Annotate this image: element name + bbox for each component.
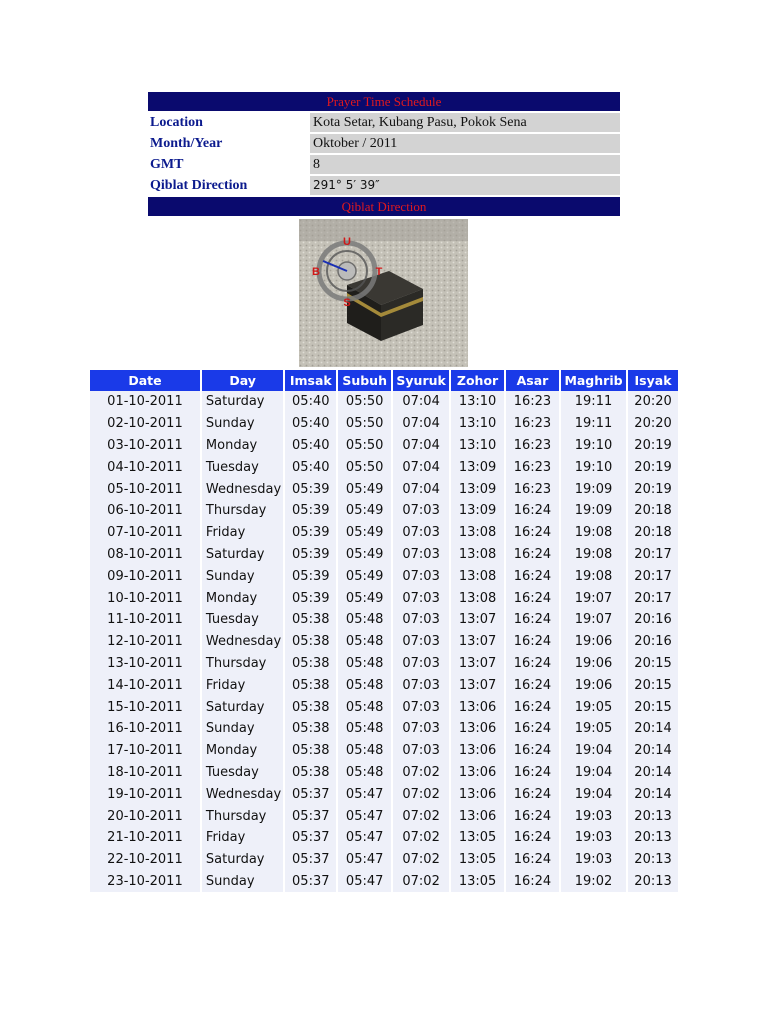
cell-imsak: 05:38 (285, 718, 336, 740)
cell-isyak: 20:20 (628, 413, 678, 435)
cell-day: Friday (202, 674, 283, 696)
cell-syuruk: 07:03 (393, 740, 449, 762)
cell-date: 18-10-2011 (90, 762, 200, 784)
table-row (90, 565, 678, 587)
cell-syuruk: 07:03 (393, 522, 449, 544)
gmt-row (148, 155, 620, 174)
table-row (90, 827, 678, 849)
cell-zohor: 13:05 (451, 827, 504, 849)
cell-subuh: 05:50 (338, 435, 391, 457)
cell-date: 16-10-2011 (90, 718, 200, 740)
table-row (90, 544, 678, 566)
cell-day: Sunday (202, 718, 283, 740)
month-row (148, 134, 620, 153)
cell-subuh: 05:48 (338, 718, 391, 740)
cell-maghrib: 19:11 (561, 413, 626, 435)
cell-asar: 16:23 (506, 456, 559, 478)
cell-subuh: 05:49 (338, 587, 391, 609)
cell-isyak: 20:14 (628, 718, 678, 740)
cell-day: Thursday (202, 653, 283, 675)
table-row (90, 696, 678, 718)
cell-zohor: 13:09 (451, 478, 504, 500)
cell-zohor: 13:10 (451, 435, 504, 457)
month-label: Month/Year (148, 134, 308, 153)
table-row (90, 740, 678, 762)
cell-asar: 16:24 (506, 740, 559, 762)
table-row (90, 718, 678, 740)
cell-isyak: 20:17 (628, 565, 678, 587)
cell-imsak: 05:39 (285, 587, 336, 609)
cell-isyak: 20:19 (628, 478, 678, 500)
compass-north-label: U (343, 236, 351, 248)
cell-syuruk: 07:04 (393, 478, 449, 500)
cell-syuruk: 07:03 (393, 565, 449, 587)
cell-maghrib: 19:11 (561, 391, 626, 413)
location-value: Kota Setar, Kubang Pasu, Pokok Sena (310, 113, 620, 132)
gmt-label: GMT (148, 155, 308, 174)
header-syuruk: Syuruk (393, 370, 449, 391)
cell-isyak: 20:15 (628, 674, 678, 696)
cell-date: 11-10-2011 (90, 609, 200, 631)
cell-isyak: 20:14 (628, 783, 678, 805)
cell-maghrib: 19:04 (561, 762, 626, 784)
cell-syuruk: 07:02 (393, 827, 449, 849)
cell-syuruk: 07:04 (393, 391, 449, 413)
cell-asar: 16:24 (506, 500, 559, 522)
table-row (90, 435, 678, 457)
cell-subuh: 05:49 (338, 544, 391, 566)
header-zohor: Zohor (451, 370, 504, 391)
cell-date: 20-10-2011 (90, 805, 200, 827)
cell-asar: 16:24 (506, 544, 559, 566)
cell-isyak: 20:13 (628, 805, 678, 827)
cell-zohor: 13:05 (451, 849, 504, 871)
cell-date: 07-10-2011 (90, 522, 200, 544)
location-row (148, 113, 620, 132)
cell-imsak: 05:38 (285, 674, 336, 696)
cell-imsak: 05:40 (285, 456, 336, 478)
cell-date: 22-10-2011 (90, 849, 200, 871)
cell-subuh: 05:49 (338, 500, 391, 522)
table-row (90, 413, 678, 435)
cell-subuh: 05:49 (338, 522, 391, 544)
cell-isyak: 20:18 (628, 500, 678, 522)
cell-maghrib: 19:03 (561, 827, 626, 849)
cell-isyak: 20:13 (628, 871, 678, 893)
cell-syuruk: 07:03 (393, 674, 449, 696)
cell-date: 13-10-2011 (90, 653, 200, 675)
cell-maghrib: 19:06 (561, 674, 626, 696)
cell-zohor: 13:06 (451, 718, 504, 740)
cell-subuh: 05:47 (338, 827, 391, 849)
cell-asar: 16:24 (506, 587, 559, 609)
cell-subuh: 05:48 (338, 696, 391, 718)
cell-asar: 16:24 (506, 653, 559, 675)
cell-zohor: 13:07 (451, 609, 504, 631)
cell-asar: 16:24 (506, 827, 559, 849)
qiblat-compass-image (299, 219, 468, 367)
cell-day: Friday (202, 827, 283, 849)
cell-zohor: 13:09 (451, 456, 504, 478)
table-row (90, 609, 678, 631)
cell-isyak: 20:13 (628, 849, 678, 871)
cell-isyak: 20:14 (628, 740, 678, 762)
prayer-times-table (88, 370, 680, 892)
cell-subuh: 05:50 (338, 456, 391, 478)
cell-day: Monday (202, 587, 283, 609)
cell-maghrib: 19:05 (561, 696, 626, 718)
cell-zohor: 13:06 (451, 762, 504, 784)
cell-maghrib: 19:02 (561, 871, 626, 893)
cell-asar: 16:24 (506, 718, 559, 740)
cell-syuruk: 07:03 (393, 587, 449, 609)
prayer-times-body (90, 391, 678, 892)
cell-maghrib: 19:04 (561, 783, 626, 805)
gmt-value: 8 (310, 155, 620, 174)
table-row (90, 500, 678, 522)
cell-imsak: 05:39 (285, 565, 336, 587)
cell-isyak: 20:18 (628, 522, 678, 544)
cell-zohor: 13:07 (451, 653, 504, 675)
header-subuh: Subuh (338, 370, 391, 391)
cell-day: Tuesday (202, 609, 283, 631)
cell-date: 03-10-2011 (90, 435, 200, 457)
cell-maghrib: 19:03 (561, 849, 626, 871)
cell-asar: 16:24 (506, 631, 559, 653)
cell-date: 21-10-2011 (90, 827, 200, 849)
cell-day: Sunday (202, 413, 283, 435)
cell-date: 12-10-2011 (90, 631, 200, 653)
table-row (90, 522, 678, 544)
cell-syuruk: 07:03 (393, 653, 449, 675)
table-row (90, 674, 678, 696)
cell-date: 10-10-2011 (90, 587, 200, 609)
header-isyak: Isyak (628, 370, 678, 391)
cell-date: 09-10-2011 (90, 565, 200, 587)
schedule-title: Prayer Time Schedule (148, 92, 620, 111)
cell-imsak: 05:38 (285, 631, 336, 653)
cell-imsak: 05:38 (285, 653, 336, 675)
table-row (90, 805, 678, 827)
cell-zohor: 13:06 (451, 740, 504, 762)
cell-date: 14-10-2011 (90, 674, 200, 696)
cell-imsak: 05:37 (285, 805, 336, 827)
cell-day: Tuesday (202, 762, 283, 784)
cell-day: Sunday (202, 565, 283, 587)
header-asar: Asar (506, 370, 559, 391)
cell-isyak: 20:13 (628, 827, 678, 849)
cell-day: Tuesday (202, 456, 283, 478)
cell-maghrib: 19:08 (561, 522, 626, 544)
cell-subuh: 05:48 (338, 762, 391, 784)
cell-subuh: 05:48 (338, 740, 391, 762)
cell-zohor: 13:10 (451, 391, 504, 413)
table-row (90, 783, 678, 805)
cell-maghrib: 19:09 (561, 478, 626, 500)
cell-date: 17-10-2011 (90, 740, 200, 762)
cell-isyak: 20:17 (628, 587, 678, 609)
info-panel (148, 92, 620, 216)
cell-asar: 16:24 (506, 783, 559, 805)
cell-day: Wednesday (202, 478, 283, 500)
cell-syuruk: 07:03 (393, 500, 449, 522)
cell-syuruk: 07:03 (393, 609, 449, 631)
cell-day: Saturday (202, 391, 283, 413)
cell-date: 19-10-2011 (90, 783, 200, 805)
cell-subuh: 05:48 (338, 653, 391, 675)
cell-zohor: 13:07 (451, 674, 504, 696)
cell-imsak: 05:40 (285, 413, 336, 435)
cell-maghrib: 19:07 (561, 609, 626, 631)
location-label: Location (148, 113, 308, 132)
cell-date: 06-10-2011 (90, 500, 200, 522)
cell-zohor: 13:05 (451, 871, 504, 893)
table-row (90, 653, 678, 675)
cell-asar: 16:23 (506, 435, 559, 457)
cell-imsak: 05:40 (285, 391, 336, 413)
cell-date: 08-10-2011 (90, 544, 200, 566)
table-row (90, 631, 678, 653)
cell-maghrib: 19:06 (561, 631, 626, 653)
cell-day: Wednesday (202, 783, 283, 805)
qiblat-value: 291° 5′ 39″ (310, 176, 620, 195)
cell-syuruk: 07:03 (393, 696, 449, 718)
cell-zohor: 13:08 (451, 544, 504, 566)
cell-subuh: 05:48 (338, 674, 391, 696)
cell-syuruk: 07:02 (393, 783, 449, 805)
cell-maghrib: 19:07 (561, 587, 626, 609)
month-value: Oktober / 2011 (310, 134, 620, 153)
cell-zohor: 13:08 (451, 522, 504, 544)
table-row (90, 478, 678, 500)
cell-maghrib: 19:09 (561, 500, 626, 522)
cell-imsak: 05:37 (285, 871, 336, 893)
cell-day: Saturday (202, 696, 283, 718)
cell-date: 04-10-2011 (90, 456, 200, 478)
compass-south-label: S (343, 297, 351, 309)
cell-zohor: 13:10 (451, 413, 504, 435)
cell-syuruk: 07:02 (393, 849, 449, 871)
cell-imsak: 05:37 (285, 849, 336, 871)
cell-isyak: 20:19 (628, 456, 678, 478)
cell-subuh: 05:48 (338, 631, 391, 653)
cell-asar: 16:23 (506, 391, 559, 413)
cell-isyak: 20:15 (628, 696, 678, 718)
cell-asar: 16:24 (506, 805, 559, 827)
cell-day: Monday (202, 435, 283, 457)
cell-zohor: 13:08 (451, 565, 504, 587)
cell-day: Saturday (202, 849, 283, 871)
cell-subuh: 05:47 (338, 849, 391, 871)
cell-asar: 16:23 (506, 478, 559, 500)
cell-maghrib: 19:04 (561, 740, 626, 762)
cell-imsak: 05:40 (285, 435, 336, 457)
cell-imsak: 05:39 (285, 500, 336, 522)
cell-subuh: 05:48 (338, 609, 391, 631)
compass-west-label: B (312, 266, 320, 278)
cell-day: Sunday (202, 871, 283, 893)
cell-day: Thursday (202, 500, 283, 522)
cell-asar: 16:24 (506, 849, 559, 871)
cell-zohor: 13:08 (451, 587, 504, 609)
cell-day: Saturday (202, 544, 283, 566)
cell-maghrib: 19:10 (561, 456, 626, 478)
cell-zohor: 13:06 (451, 696, 504, 718)
cell-isyak: 20:19 (628, 435, 678, 457)
cell-imsak: 05:38 (285, 740, 336, 762)
cell-syuruk: 07:03 (393, 544, 449, 566)
table-header-row (90, 370, 678, 391)
table-row (90, 762, 678, 784)
cell-zohor: 13:06 (451, 783, 504, 805)
cell-syuruk: 07:03 (393, 631, 449, 653)
table-row (90, 849, 678, 871)
cell-syuruk: 07:02 (393, 805, 449, 827)
header-maghrib: Maghrib (561, 370, 626, 391)
cell-date: 15-10-2011 (90, 696, 200, 718)
cell-imsak: 05:38 (285, 696, 336, 718)
cell-subuh: 05:47 (338, 783, 391, 805)
table-row (90, 871, 678, 893)
cell-subuh: 05:49 (338, 565, 391, 587)
cell-imsak: 05:39 (285, 544, 336, 566)
qiblat-row (148, 176, 620, 195)
header-date: Date (90, 370, 200, 391)
cell-subuh: 05:47 (338, 871, 391, 893)
cell-imsak: 05:39 (285, 522, 336, 544)
cell-asar: 16:23 (506, 413, 559, 435)
cell-syuruk: 07:04 (393, 456, 449, 478)
cell-maghrib: 19:03 (561, 805, 626, 827)
cell-date: 02-10-2011 (90, 413, 200, 435)
cell-subuh: 05:49 (338, 478, 391, 500)
cell-imsak: 05:37 (285, 827, 336, 849)
qiblat-section-title: Qiblat Direction (148, 197, 620, 216)
cell-imsak: 05:39 (285, 478, 336, 500)
cell-maghrib: 19:05 (561, 718, 626, 740)
cell-day: Friday (202, 522, 283, 544)
cell-maghrib: 19:10 (561, 435, 626, 457)
table-row (90, 391, 678, 413)
compass-east-label: T (375, 266, 383, 278)
cell-isyak: 20:16 (628, 609, 678, 631)
cell-asar: 16:24 (506, 696, 559, 718)
cell-asar: 16:24 (506, 522, 559, 544)
cell-subuh: 05:47 (338, 805, 391, 827)
cell-asar: 16:24 (506, 871, 559, 893)
cell-asar: 16:24 (506, 565, 559, 587)
cell-isyak: 20:16 (628, 631, 678, 653)
cell-zohor: 13:09 (451, 500, 504, 522)
cell-date: 23-10-2011 (90, 871, 200, 893)
cell-date: 01-10-2011 (90, 391, 200, 413)
cell-isyak: 20:14 (628, 762, 678, 784)
cell-zohor: 13:07 (451, 631, 504, 653)
cell-syuruk: 07:03 (393, 718, 449, 740)
cell-day: Thursday (202, 805, 283, 827)
cell-subuh: 05:50 (338, 391, 391, 413)
cell-maghrib: 19:06 (561, 653, 626, 675)
cell-asar: 16:24 (506, 674, 559, 696)
cell-isyak: 20:20 (628, 391, 678, 413)
cell-imsak: 05:38 (285, 762, 336, 784)
cell-syuruk: 07:02 (393, 871, 449, 893)
cell-subuh: 05:50 (338, 413, 391, 435)
cell-imsak: 05:37 (285, 783, 336, 805)
cell-isyak: 20:15 (628, 653, 678, 675)
header-day: Day (202, 370, 283, 391)
cell-day: Wednesday (202, 631, 283, 653)
table-row (90, 587, 678, 609)
kaaba-compass-icon (299, 219, 468, 367)
cell-syuruk: 07:04 (393, 435, 449, 457)
cell-maghrib: 19:08 (561, 565, 626, 587)
cell-day: Monday (202, 740, 283, 762)
cell-syuruk: 07:04 (393, 413, 449, 435)
cell-asar: 16:24 (506, 762, 559, 784)
cell-zohor: 13:06 (451, 805, 504, 827)
header-imsak: Imsak (285, 370, 336, 391)
cell-isyak: 20:17 (628, 544, 678, 566)
cell-imsak: 05:38 (285, 609, 336, 631)
table-row (90, 456, 678, 478)
cell-asar: 16:24 (506, 609, 559, 631)
cell-maghrib: 19:08 (561, 544, 626, 566)
cell-syuruk: 07:02 (393, 762, 449, 784)
qiblat-label: Qiblat Direction (148, 176, 308, 195)
cell-date: 05-10-2011 (90, 478, 200, 500)
